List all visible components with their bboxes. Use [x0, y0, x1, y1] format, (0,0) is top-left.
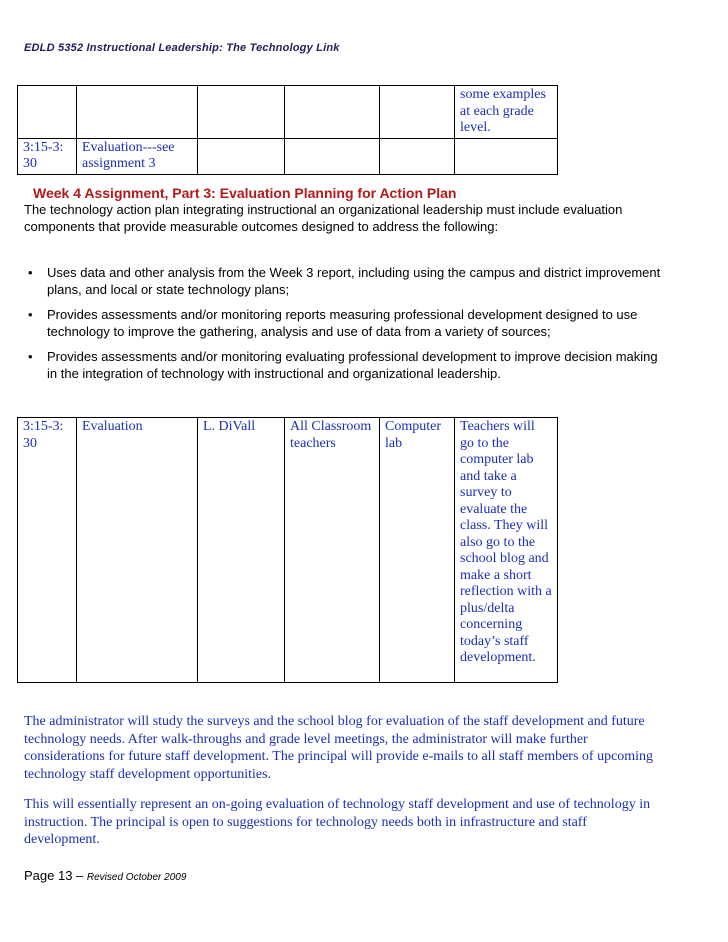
list-item-text: Uses data and other analysis from the Week 3 report, including using the campus and district improvement plans, and local or state technology plans; [47, 265, 661, 297]
table-cell-description: Teachers will go to the computer lab and take a survey to evaluate the class. They will also go to the school blog and make a short reflection with a plus/delta concerning today’s staff development. [455, 418, 558, 683]
course-header: EDLD 5352 Instructional Leadership: The Technology Link [24, 42, 340, 54]
table-row [18, 86, 558, 139]
table-cell [77, 86, 198, 139]
table-cell [380, 138, 455, 174]
table-cell [198, 86, 285, 139]
list-item [24, 264, 664, 298]
table-cell: Evaluation---see assignment 3 [77, 138, 198, 174]
section-title: Week 4 Assignment, Part 3: Evaluation Planning for Action Plan [33, 185, 457, 201]
list-item-text: Provides assessments and/or monitoring evaluating professional development to improve decision making in the integration of technology with instructional and organizational leadership. [47, 349, 658, 381]
table-cell-audience: All Classroom teachers [285, 418, 380, 683]
list-item [24, 348, 664, 382]
bullet-icon: • [28, 265, 33, 280]
page-footer [24, 867, 186, 885]
evaluation-paragraph: This will essentially represent an on-going evaluation of technology staff development and use of technology in instruction. The principal is open to suggestions for technology needs both in infrastructure and staff development. [24, 797, 651, 847]
table-cell [285, 86, 380, 139]
table-cell-location: Computer lab [380, 418, 455, 683]
table-cell-activity: Evaluation [77, 418, 198, 683]
table-cell-presenter: L. DiVall [198, 418, 285, 683]
list-item-text: Provides assessments and/or monitoring reports measuring professional development designed to use technology to improve the gathering, analysis and use of data from a variety of sources; [47, 307, 638, 339]
requirements-list [24, 264, 664, 390]
table-cell: some examples at each grade level. [455, 86, 558, 139]
evaluation-paragraph: The administrator will study the surveys and the school blog for evaluation of the staff development and future technology needs. After walk-throughs and grade level meetings, the administrator will make further considerations for future staff development. The principal will provide e-mails to all staff members of upcoming technology staff development opportunities. [24, 714, 654, 782]
schedule-table-continued [17, 85, 558, 175]
page-number: Page 13 – [24, 868, 87, 883]
table-cell [18, 86, 77, 139]
revision-note: Revised October 2009 [86, 872, 187, 883]
table-row [18, 418, 558, 683]
bullet-icon: • [28, 349, 33, 364]
table-cell [285, 138, 380, 174]
table-cell [380, 86, 455, 139]
section-intro: The technology action plan integrating instructional an organizational leadership must include evaluation components that provide measurable outcomes designed to address the following: [24, 202, 623, 234]
table-cell: 3:15-3: 30 [18, 138, 77, 174]
table-cell [198, 138, 285, 174]
bullet-icon: • [28, 307, 33, 322]
evaluation-table [17, 417, 558, 683]
table-row [18, 138, 558, 174]
table-cell [455, 138, 558, 174]
list-item [24, 306, 664, 340]
table-cell-time: 3:15-3: 30 [18, 418, 77, 683]
